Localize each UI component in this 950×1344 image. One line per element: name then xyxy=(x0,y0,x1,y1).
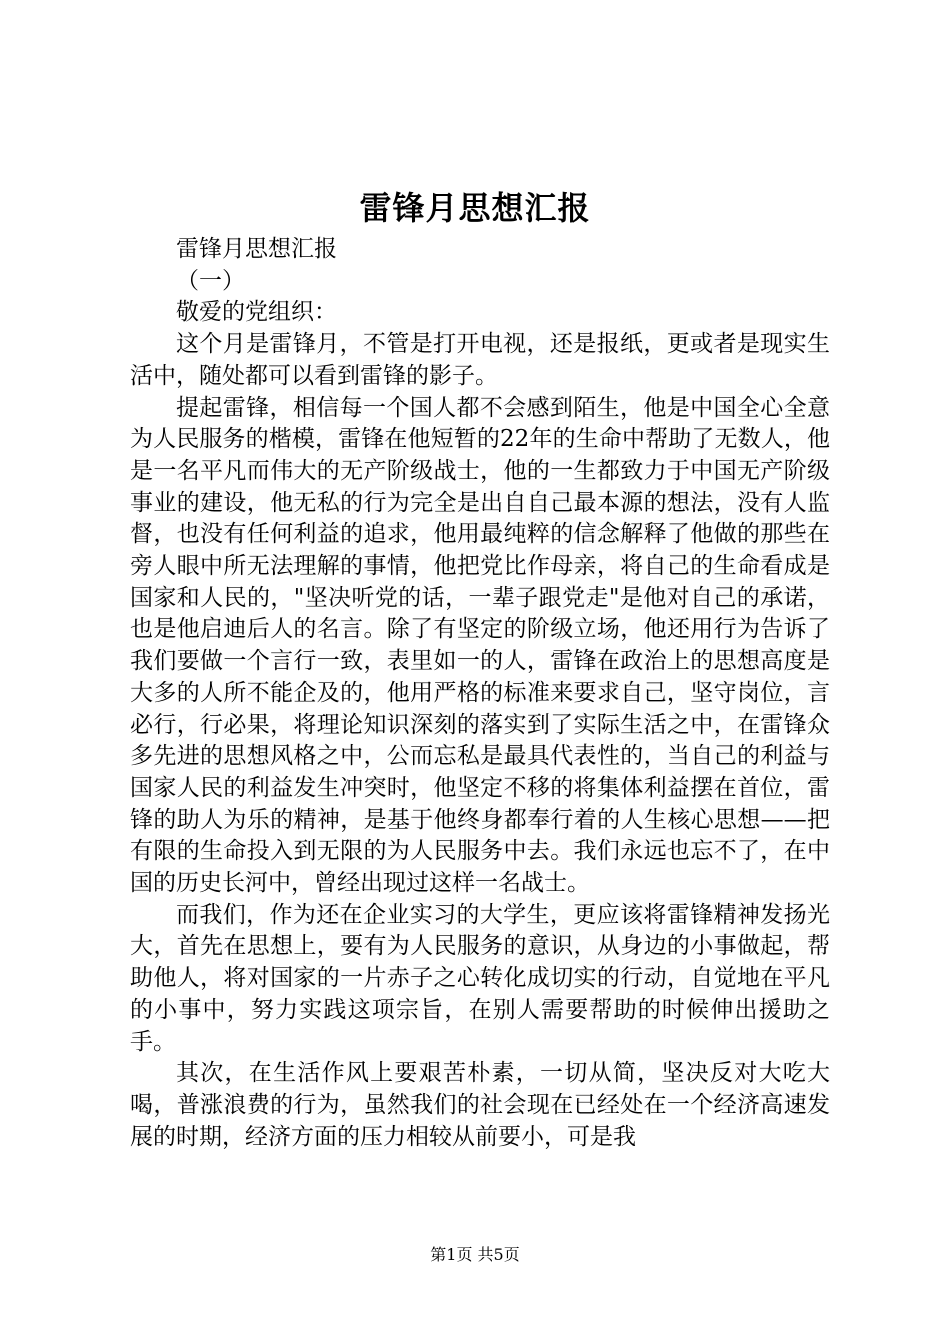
paragraph-subtitle: 雷锋月思想汇报 xyxy=(176,236,337,262)
document-title: 雷锋月思想汇报 xyxy=(359,189,591,227)
paragraph-main: 提起雷锋，相信每一个国人都不会感到陌生，他是中国全心全意为人民服务的楷模，雷锋在他短暂的22年的生命中帮助了无数人，他是一名平凡而伟大的无产阶级战士，他的一生都致力于中国无产阶级事业的建设，他无私的行为完全是出自自己最本源的想法，没有人监督，也没有任何利益的追求，他用最纯粹的信念解释了他做的那些在旁人眼中所无法理解的事情，他把党比作母亲，将自己的生命看成是国家和人民的，"坚决听党的话，一辈子跟党走"是他对自己的承诺，也是他启迪后人的名言。除了有坚定的阶级立场，他还用行为告诉了我们要做一个言行一致，表里如一的人，雷锋在政治上的思想高度是大多的人所不能企及的，他用严格的标准来要求自己，坚守岗位，言必行，行必果，将理论知识深刻的落实到了实际生活之中，在雷锋众多先进的思想风格之中，公而忘私是最具代表性的，当自己的利益与国家人民的利益发生冲突时，他坚定不移的将集体利益摆在首位，雷锋的助人为乐的精神，是基于他终身都奉行着的人生核心思想——把有限的生命投入到无限的为人民服务中去。我们永远也忘不了，在中国的历史长河中，曾经出现过这样一名战士。 xyxy=(130,394,830,897)
paragraph-intro: 这个月是雷锋月，不管是打开电视，还是报纸，更或者是现实生活中，随处都可以看到雷锋的影子。 xyxy=(130,331,830,389)
page-footer: 第1页 共5页 xyxy=(430,1245,520,1264)
document-body xyxy=(130,234,830,1153)
paragraph-salutation: 敬爱的党组织： xyxy=(176,299,337,326)
paragraph-section-number: （一） xyxy=(176,267,245,294)
paragraph-students: 而我们，作为还在企业实习的大学生，更应该将雷锋精神发扬光大，首先在思想上，要有为人民服务的意识，从身边的小事做起，帮助他人，将对国家的一片赤子之心转化成切实的行动，自觉地在平凡的小事中，努力实践这项宗旨，在别人需要帮助的时候伸出援助之手。 xyxy=(130,901,830,1055)
paragraph-lifestyle: 其次，在生活作风上要艰苦朴素，一切从简，坚决反对大吃大喝，普涨浪费的行为，虽然我们的社会现在已经处在一个经济高速发展的时期，经济方面的压力相较从前要小，可是我 xyxy=(130,1060,830,1150)
